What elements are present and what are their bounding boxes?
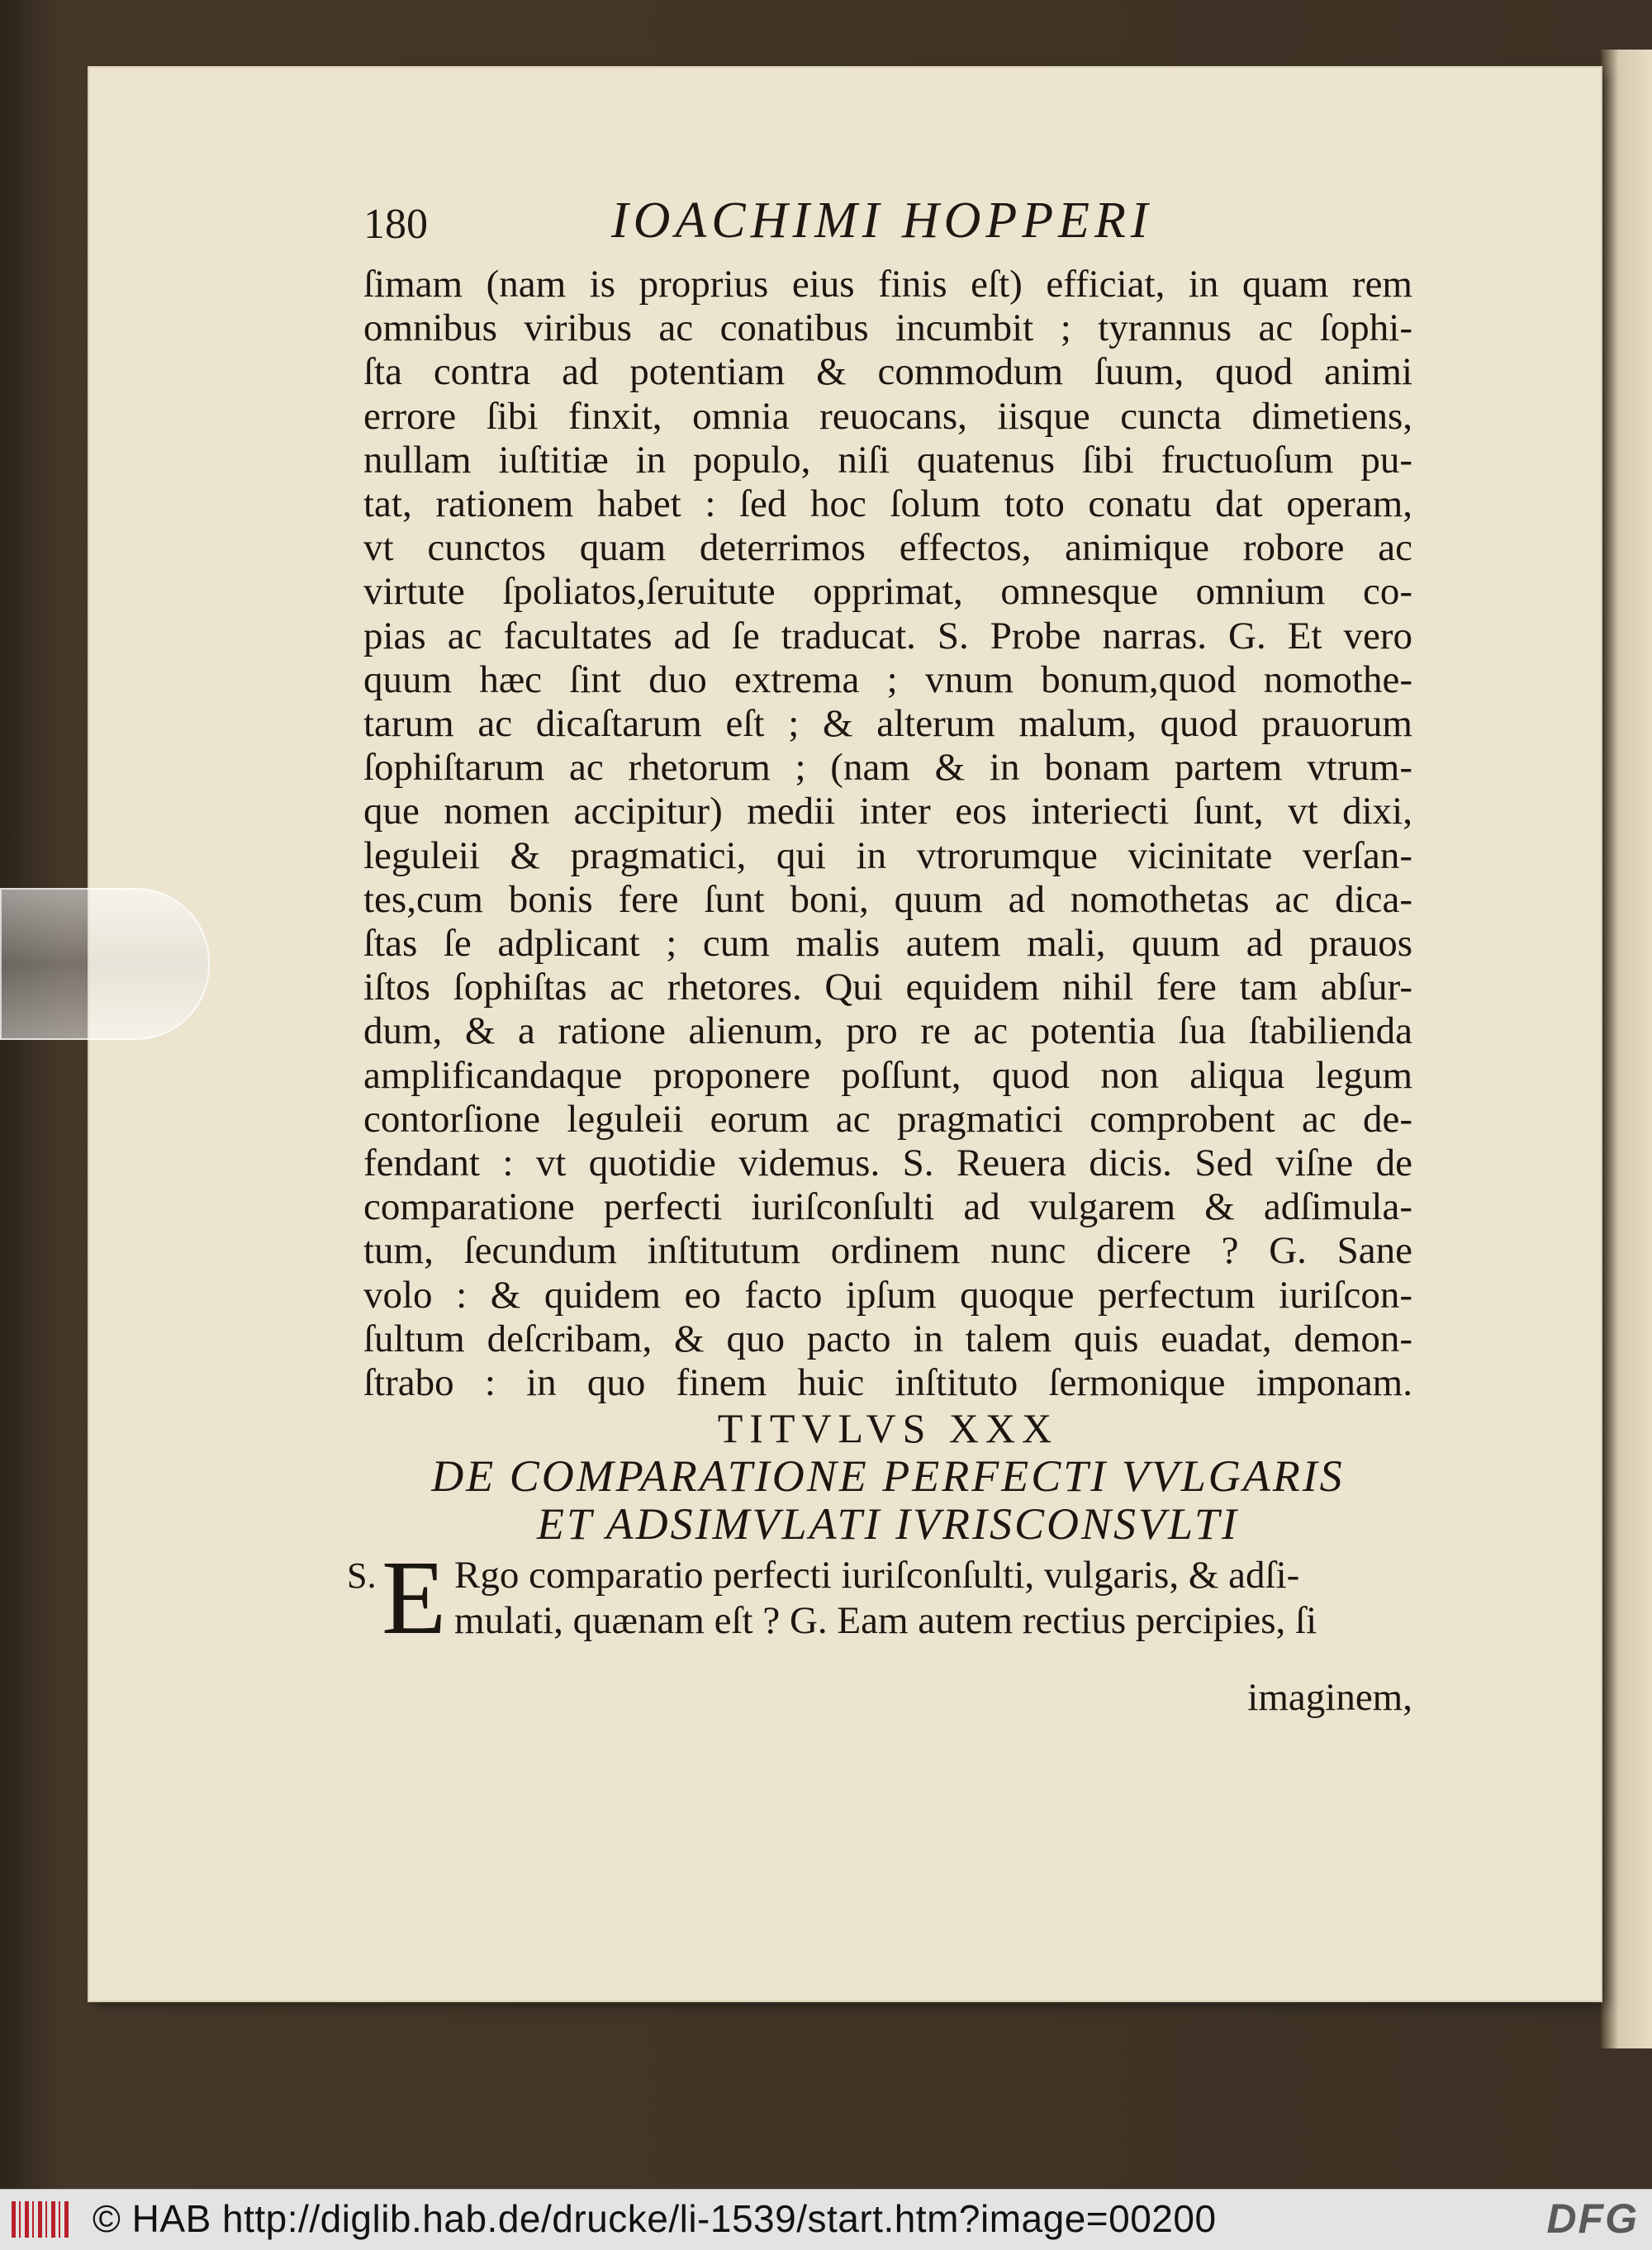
text-line: dum, & a ratione alienum, pro re ac potentia ſua ſtabilienda <box>363 1009 1412 1053</box>
text-line: virtute ſpoliatos,ſeruitute opprimat, omnesque omnium co- <box>363 570 1412 614</box>
text-line: Rgo comparatio perfecti iuriſconſulti, vulgaris, & adſi- <box>454 1554 1300 1597</box>
copyright-footer <box>0 2189 1652 2250</box>
drop-capital: E <box>382 1539 447 1656</box>
text-line: tat, rationem habet : ſed hoc ſolum toto conatu dat operam, <box>363 482 1412 526</box>
text-line: volo : & quidem eo facto ipſum quoque perfectum iuriſcon- <box>363 1273 1412 1317</box>
glass-page-weight <box>0 888 210 1040</box>
text-line: pias ac facultates ad ſe traducat. S. Probe narras. G. Et vero <box>363 614 1412 657</box>
section-heading-line: ET ADSIMVLATI IVRISCONSVLTI <box>537 1499 1239 1549</box>
text-line: tum, ſecundum inſtitutum ordinem nunc dicere ? G. Sane <box>363 1229 1412 1273</box>
page-header <box>363 192 1437 258</box>
body-text <box>363 263 1412 1405</box>
text-line: iſtos ſophiſtas ac rhetores. Qui equidem nihil fere tam abſur- <box>363 966 1412 1009</box>
dfg-logo: DFG <box>1546 2195 1639 2242</box>
text-line: leguleii & pragmatici, qui in vtrorumque vicinitate verſan- <box>363 833 1412 877</box>
section-heading-line: DE COMPARATIONE PERFECTI VVLGARIS <box>431 1451 1345 1501</box>
text-line: comparatione perfecti iuriſconſulti ad vulgarem & adſimula- <box>363 1185 1412 1229</box>
page-number: 180 <box>363 201 428 248</box>
barcode-icon <box>12 2201 69 2238</box>
speaker-marker: S. <box>347 1555 377 1596</box>
text-line: ſtrabo : in quo finem huic inſtituto ſermonique imponam. <box>363 1361 1412 1405</box>
text-line: quum hæc ſint duo extrema ; vnum bonum,quod nomothe- <box>363 657 1412 701</box>
text-line: ſultum deſcribam, & quo pacto in talem quis euadat, demon- <box>363 1317 1412 1360</box>
titulus-label: TITVLVS XXX <box>717 1405 1059 1451</box>
text-line: fendant : vt quotidie videmus. S. Reuera dicis. Sed viſne de <box>363 1142 1412 1185</box>
text-line: omnibus viribus ac conatibus incumbit ; tyrannus ac ſophi- <box>363 306 1412 350</box>
text-line: tarum ac dicaſtarum eſt ; & alterum malum, quod prauorum <box>363 702 1412 746</box>
text-line: contorſione leguleii eorum ac pragmatici comprobent ac de- <box>363 1097 1412 1141</box>
text-line: vt cunctos quam deterrimos effectos, animique robore ac <box>363 526 1412 570</box>
source-url[interactable]: © HAB http://diglib.hab.de/drucke/li-1539/start.htm?image=00200 <box>93 2197 1217 2240</box>
section-title <box>363 1404 1412 1548</box>
text-line: ſimam (nam is proprius eius finis eſt) efficiat, in quam rem <box>363 263 1412 306</box>
text-line: ſta contra ad potentiam & commodum ſuum, quod animi <box>363 350 1412 394</box>
text-line: mulati, quænam eſt ? G. Eam autem rectius percipies, ſi <box>454 1599 1317 1642</box>
text-line: ſophiſtarum ac rhetorum ; (nam & in bonam partem vtrum- <box>363 746 1412 790</box>
text-line: nullam iuſtitiæ in populo, niſi quatenus ſibi fructuoſum pu- <box>363 438 1412 482</box>
text-line: que nomen accipitur) medii inter eos interiecti ſunt, vt dixi, <box>363 790 1412 833</box>
facing-page-edge <box>1601 50 1652 2048</box>
text-line: amplificandaque proponere poſſunt, quod non aliqua legum <box>363 1053 1412 1097</box>
text-line: ſtas ſe adplicant ; cum malis autem mali, quum ad prauos <box>363 922 1412 966</box>
text-line: errore ſibi finxit, omnia reuocans, iisque cuncta dimetiens, <box>363 394 1412 438</box>
running-head: IOACHIMI HOPPERI <box>611 192 1153 249</box>
catchword: imaginem, <box>1247 1676 1412 1719</box>
text-line: tes,cum bonis fere ſunt boni, quum ad nomothetas ac dica- <box>363 877 1412 921</box>
